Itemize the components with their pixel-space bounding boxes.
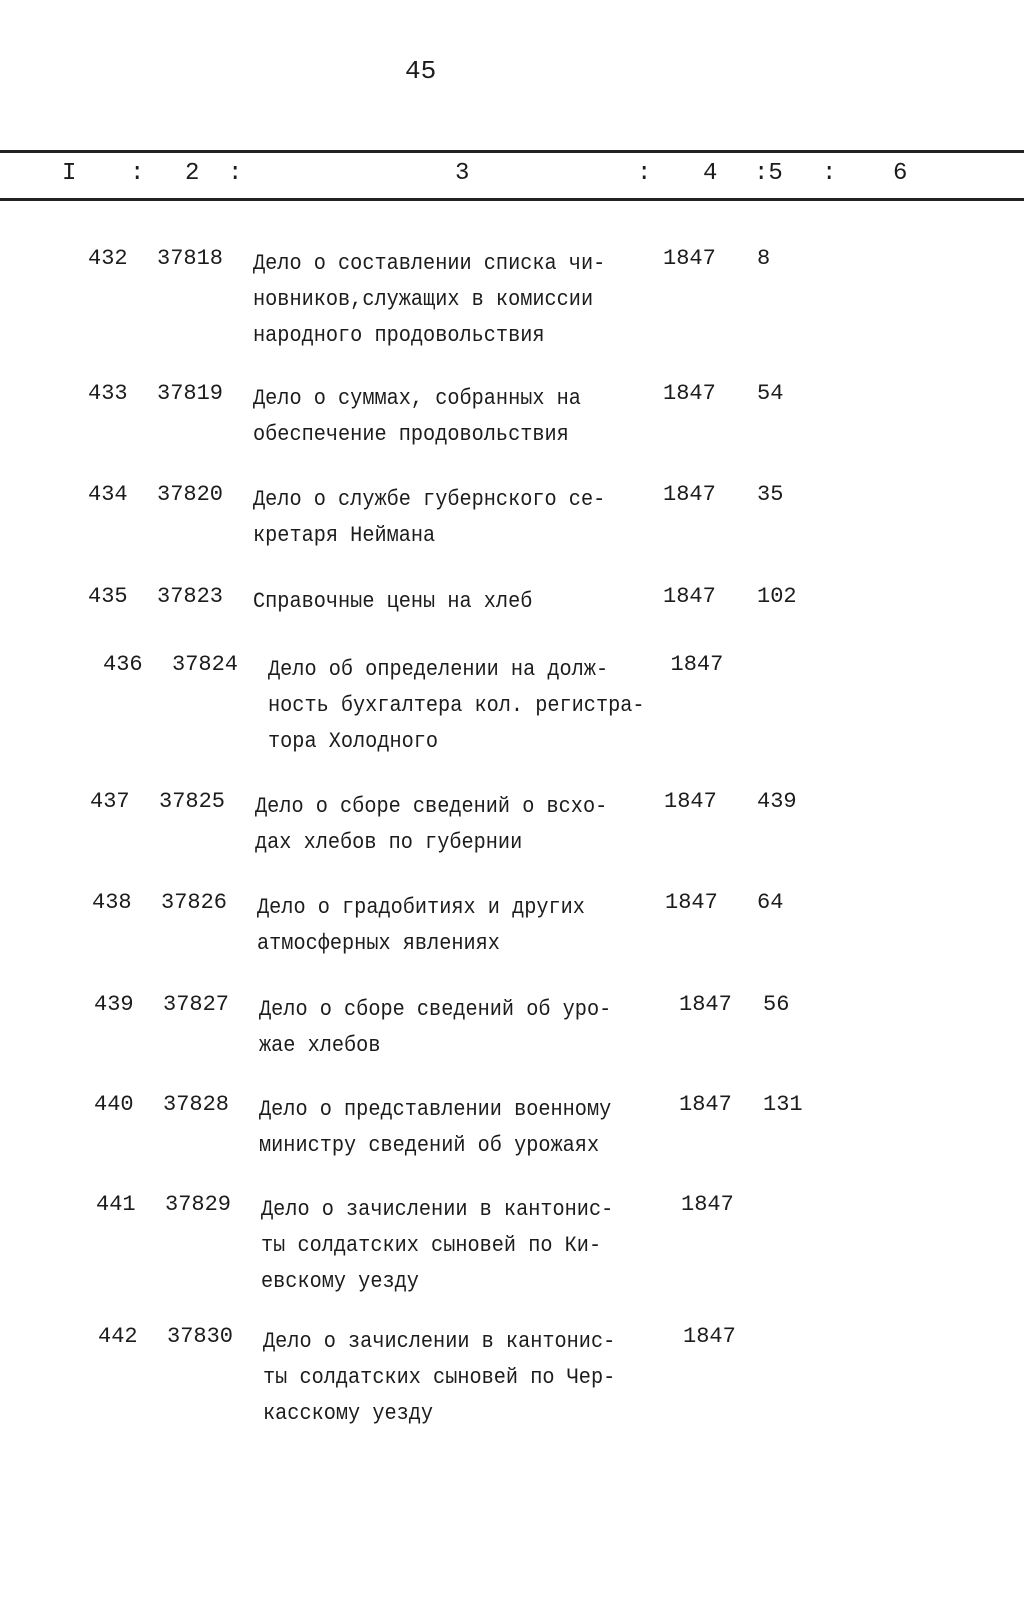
item-number: 437: [90, 789, 130, 814]
file-code: 37825: [159, 789, 226, 814]
file-title: [253, 584, 557, 620]
title-line: Дело об определении на долж-: [268, 657, 609, 682]
title-line: атмосферных явлениях: [257, 931, 500, 956]
sheet-count: 35: [757, 482, 784, 507]
sheet-count: 102: [757, 584, 797, 609]
sheet-count: 8: [757, 246, 771, 271]
title-line: Дело о градобитиях и других: [257, 895, 585, 920]
header-bottom-rule: [0, 198, 1024, 201]
file-title: [257, 890, 613, 962]
title-line: ты солдатских сыновей по Ки-: [261, 1233, 602, 1258]
file-year: 1847: [679, 992, 732, 1017]
item-number: 440: [94, 1092, 134, 1117]
file-year: 1847: [681, 1192, 734, 1217]
title-line: Дело о сборе сведений об уро-: [259, 997, 612, 1022]
column-separator: :: [637, 160, 652, 187]
title-line: новников,служащих в комиссии: [253, 287, 594, 312]
file-year: 1847: [670, 652, 724, 677]
title-line: тора Холодного: [268, 729, 439, 754]
title-line: Дело о представлении военному: [259, 1097, 612, 1122]
file-year: 1847: [664, 789, 717, 814]
file-code: 37827: [163, 992, 230, 1017]
file-year: 1847: [665, 890, 718, 915]
file-code: 37818: [157, 246, 224, 271]
file-code: 37826: [161, 890, 228, 915]
file-title: [259, 992, 642, 1064]
file-code: 37824: [172, 652, 239, 677]
title-line: Дело о суммах, собранных на: [253, 386, 581, 411]
sheet-count: 131: [763, 1092, 803, 1117]
item-number: 436: [103, 652, 143, 677]
page-number: 45: [405, 56, 437, 86]
file-year: 1847: [683, 1324, 736, 1349]
title-line: кретаря Неймана: [253, 523, 436, 548]
title-line: Дело о зачислении в кантонис-: [263, 1329, 616, 1354]
title-line: Дело о службе губернского се-: [253, 487, 606, 512]
sheet-count: 439: [757, 789, 797, 814]
file-year: 1847: [679, 1092, 732, 1117]
title-line: обеспечение продовольствия: [253, 422, 569, 447]
item-number: 432: [88, 246, 128, 271]
file-title: [263, 1324, 646, 1432]
file-title: [255, 789, 638, 861]
item-number: 439: [94, 992, 134, 1017]
column-header-7: :5: [754, 160, 783, 187]
column-header-0: I: [62, 160, 77, 187]
column-header-9: 6: [893, 160, 908, 187]
title-line: дах хлебов по губернии: [255, 830, 523, 855]
file-code: 37819: [157, 381, 224, 406]
file-title: [253, 381, 609, 453]
column-header-6: 4: [703, 160, 718, 187]
file-title: [253, 246, 636, 354]
file-year: 1847: [663, 381, 716, 406]
column-header-2: 2: [185, 160, 200, 187]
sheet-count: 56: [763, 992, 790, 1017]
file-code: 37829: [165, 1192, 232, 1217]
title-line: касскому уезду: [263, 1401, 434, 1426]
file-title: [268, 652, 677, 760]
file-year: 1847: [663, 246, 716, 271]
file-year: 1847: [663, 584, 716, 609]
header-top-rule: [0, 150, 1024, 153]
file-code: 37823: [157, 584, 224, 609]
column-separator: :: [822, 160, 837, 187]
file-code: 37830: [167, 1324, 234, 1349]
column-separator: :: [228, 160, 243, 187]
title-line: народного продовольствия: [253, 323, 545, 348]
column-header-4: 3: [455, 160, 470, 187]
file-title: [259, 1092, 642, 1164]
file-year: 1847: [663, 482, 716, 507]
item-number: 442: [98, 1324, 138, 1349]
title-line: ность бухгалтера кол. регистра-: [268, 693, 645, 718]
item-number: 441: [96, 1192, 136, 1217]
file-title: [253, 482, 636, 554]
title-line: Дело о сборе сведений о всхо-: [255, 794, 608, 819]
item-number: 438: [92, 890, 132, 915]
title-line: жае хлебов: [259, 1033, 381, 1058]
sheet-count: 64: [757, 890, 784, 915]
title-line: Дело о составлении списка чи-: [253, 251, 606, 276]
item-number: 433: [88, 381, 128, 406]
title-line: ты солдатских сыновей по Чер-: [263, 1365, 616, 1390]
item-number: 434: [88, 482, 128, 507]
title-line: министру сведений об урожаях: [259, 1133, 600, 1158]
column-separator: :: [130, 160, 145, 187]
file-code: 37828: [163, 1092, 230, 1117]
file-title: [261, 1192, 644, 1300]
title-line: Справочные цены на хлеб: [253, 589, 533, 614]
title-line: Дело о зачислении в кантонис-: [261, 1197, 614, 1222]
item-number: 435: [88, 584, 128, 609]
file-code: 37820: [157, 482, 224, 507]
sheet-count: 54: [757, 381, 784, 406]
title-line: евскому уезду: [261, 1269, 419, 1294]
